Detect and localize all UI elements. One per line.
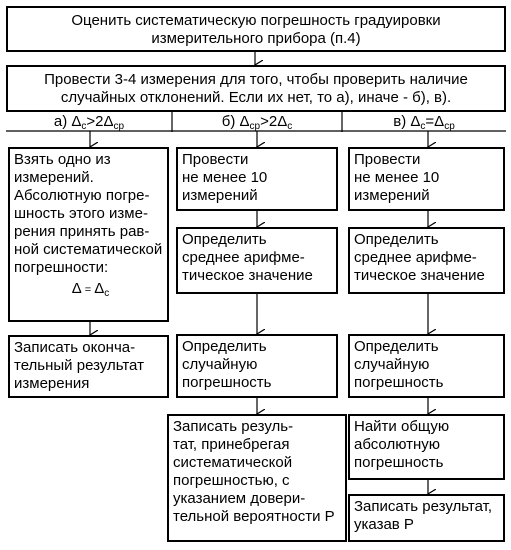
col-b-box1-line: измерений [182, 187, 258, 204]
col-a-box2-line: тельный результат [14, 357, 144, 374]
col-c-box4-line: погрешность [354, 454, 444, 471]
col-b-box4-line: тельной вероятности Р [173, 508, 335, 525]
error-formula: $\Delta = \Delta_с$ [71, 280, 110, 299]
col-c-box2-line: Определить [354, 231, 439, 248]
col-c-box1-line: не менее 10 [354, 169, 440, 186]
col-a-box2-line: измерения [14, 375, 90, 392]
col-b-box-3 [176, 334, 338, 398]
col-c-box3-line: погрешность [354, 374, 444, 391]
col-c-box-2 [348, 227, 505, 294]
col-b-box-4 [167, 414, 347, 542]
col-a-box1-line: Абсолютную погре- [14, 187, 150, 204]
col-b-box1-line: Провести [182, 151, 249, 168]
branch-label-a: а) $\Delta_с>2\Delta_{ср}$ [53, 113, 125, 132]
col-a-box2-line: Записать оконча- [14, 339, 136, 356]
col-c-box1-line: Провести [354, 151, 421, 168]
col-c-box1-line: измерений [354, 187, 430, 204]
col-a-box1-line: измерений. [14, 169, 94, 186]
col-c-box3-line: случайную [354, 356, 430, 373]
col-a-box1-line: ной систематической [14, 241, 163, 258]
col-c-box-1 [348, 147, 505, 211]
col-b-box2-line: Определить [182, 231, 267, 248]
col-a-box1-line: шность этого изме- [14, 205, 148, 222]
col-c-box-5 [348, 494, 505, 542]
col-b-box4-line: тат, принебрегая [173, 436, 290, 453]
measurement-box [6, 65, 506, 112]
col-c-box2-line: тическое значение [354, 267, 485, 284]
col-b-box-1 [176, 147, 338, 211]
top-line-1: Оценить систематическую погрешность градуировки [71, 12, 441, 29]
col-b-box3-line: погрешность [182, 374, 272, 391]
col-c-box3-line: Определить [354, 338, 439, 355]
branch-label-c: в) $\Delta_с=\Delta_{ср}$ [393, 113, 455, 132]
col-b-box2-line: среднее арифме- [182, 249, 305, 266]
col-a-box1-line: Взять одно из [14, 151, 111, 168]
measurement-line-1: Провести 3-4 измерения для того, чтобы проверить наличие [44, 71, 468, 88]
col-b-box4-line: указанием довери- [173, 490, 306, 507]
col-b-box3-line: случайную [182, 356, 258, 373]
measurement-line-2: случайных отклонений. Если их нет, то а), иначе - б), в). [60, 89, 452, 106]
top-box [6, 6, 506, 52]
col-b-box-2 [176, 227, 338, 294]
col-b-box3-line: Определить [182, 338, 267, 355]
col-b-box4-line: Записать резуль- [173, 418, 294, 435]
col-b-box4-line: погрешностью, с [173, 472, 290, 489]
col-b-box2-line: тическое значение [182, 267, 313, 284]
col-c-box-4 [348, 414, 505, 480]
col-c-box4-line: абсолютную [354, 436, 441, 453]
col-c-box5-line: указав Р [354, 516, 414, 533]
col-a-box-2 [8, 335, 169, 398]
col-b-box1-line: не менее 10 [182, 169, 268, 186]
branch-label-b: б) $\Delta_{ср}>2\Delta_с$ [221, 113, 293, 132]
col-a-box1-line: рения принять рав- [14, 223, 150, 240]
col-c-box5-line: Записать результат, [354, 498, 492, 515]
top-line-2: измерительного прибора (п.4) [151, 30, 361, 47]
col-a-box1-line: погрешности: [14, 259, 109, 276]
col-c-box-3 [348, 334, 505, 398]
col-a-box-1 [8, 147, 169, 322]
col-b-box4-line: систематической [173, 454, 293, 471]
col-c-box4-line: Найти общую [354, 418, 450, 435]
col-c-box2-line: среднее арифме- [354, 249, 477, 266]
